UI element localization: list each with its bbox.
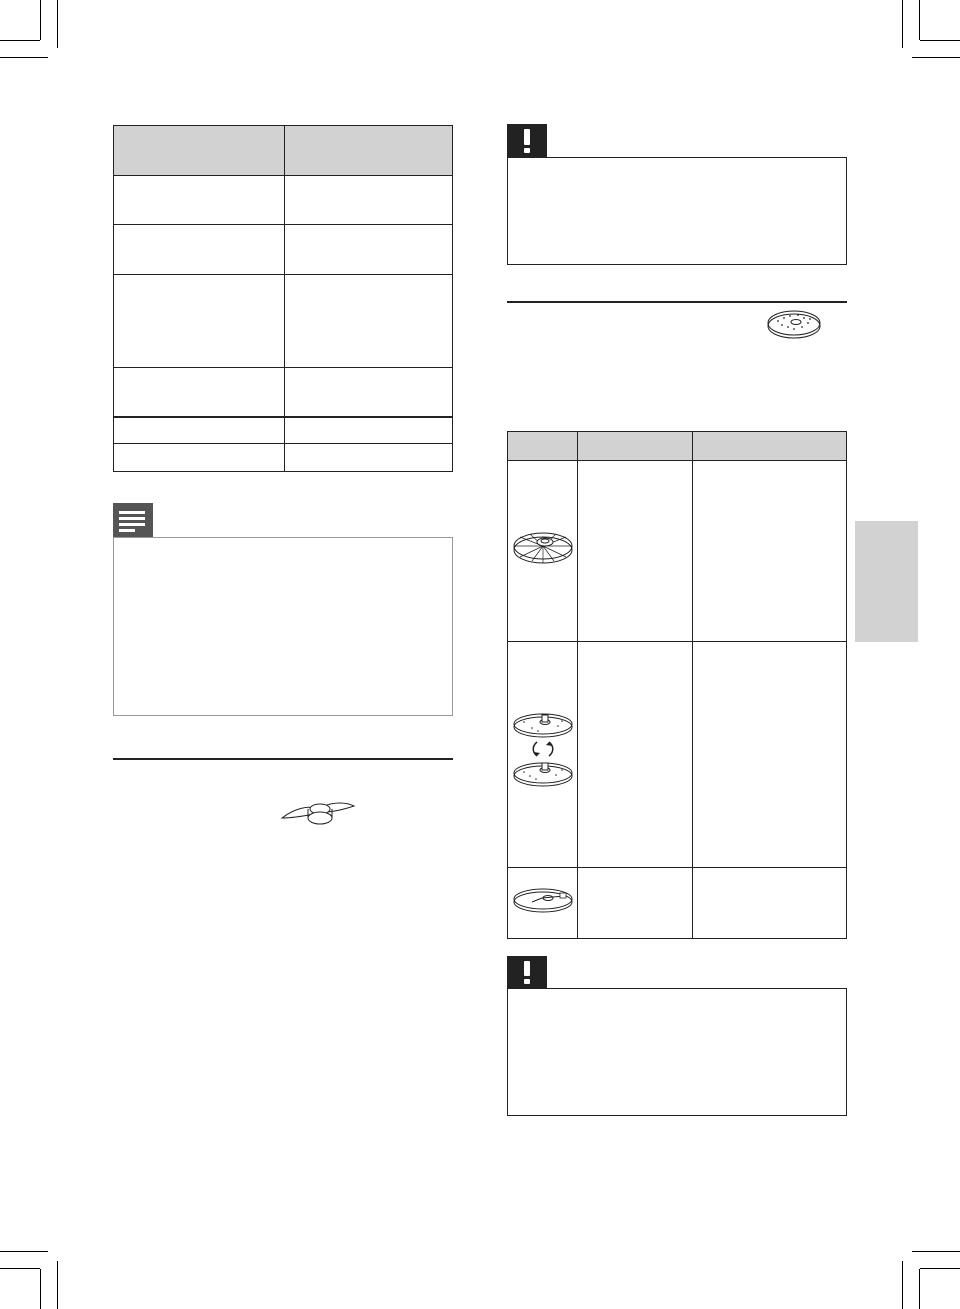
exclamation-icon bbox=[507, 956, 547, 989]
table-cell bbox=[114, 368, 285, 417]
note-box bbox=[113, 537, 453, 716]
table-header-cell bbox=[578, 432, 693, 461]
table-cell bbox=[285, 417, 453, 444]
table-header-cell bbox=[508, 432, 578, 461]
table-cell bbox=[114, 225, 285, 275]
table-cell bbox=[114, 417, 285, 444]
table-cell bbox=[578, 868, 693, 939]
table-cell bbox=[114, 176, 285, 225]
table-cell bbox=[114, 275, 285, 368]
table-cell bbox=[693, 642, 847, 868]
table-header-cell bbox=[114, 126, 285, 176]
grating-disc-icon bbox=[766, 309, 822, 339]
left-spec-table bbox=[113, 125, 453, 472]
table-cell bbox=[114, 444, 285, 472]
table-cell bbox=[578, 461, 693, 642]
table-header-cell bbox=[285, 126, 453, 176]
note-icon bbox=[113, 503, 153, 538]
table-cell bbox=[693, 461, 847, 642]
table-cell bbox=[693, 868, 847, 939]
emulsifying-disc-icon bbox=[512, 556, 574, 573]
reversible-disc-icon bbox=[512, 779, 574, 796]
table-cell bbox=[508, 461, 578, 642]
slicing-disc-icon bbox=[512, 903, 574, 920]
exclamation-icon bbox=[507, 124, 547, 158]
table-cell bbox=[508, 868, 578, 939]
caution-box bbox=[507, 988, 847, 1116]
table-cell bbox=[285, 275, 453, 368]
table-cell bbox=[285, 225, 453, 275]
section-divider bbox=[113, 758, 453, 760]
table-cell bbox=[285, 368, 453, 417]
section-divider bbox=[507, 301, 847, 303]
disc-table bbox=[507, 431, 847, 939]
chopping-blade-icon bbox=[280, 796, 356, 830]
table-cell bbox=[285, 444, 453, 472]
table-cell bbox=[508, 642, 578, 868]
side-language-tab bbox=[855, 521, 918, 642]
table-header-cell bbox=[693, 432, 847, 461]
table-cell bbox=[285, 176, 453, 225]
table-cell bbox=[578, 642, 693, 868]
caution-box bbox=[507, 157, 847, 265]
